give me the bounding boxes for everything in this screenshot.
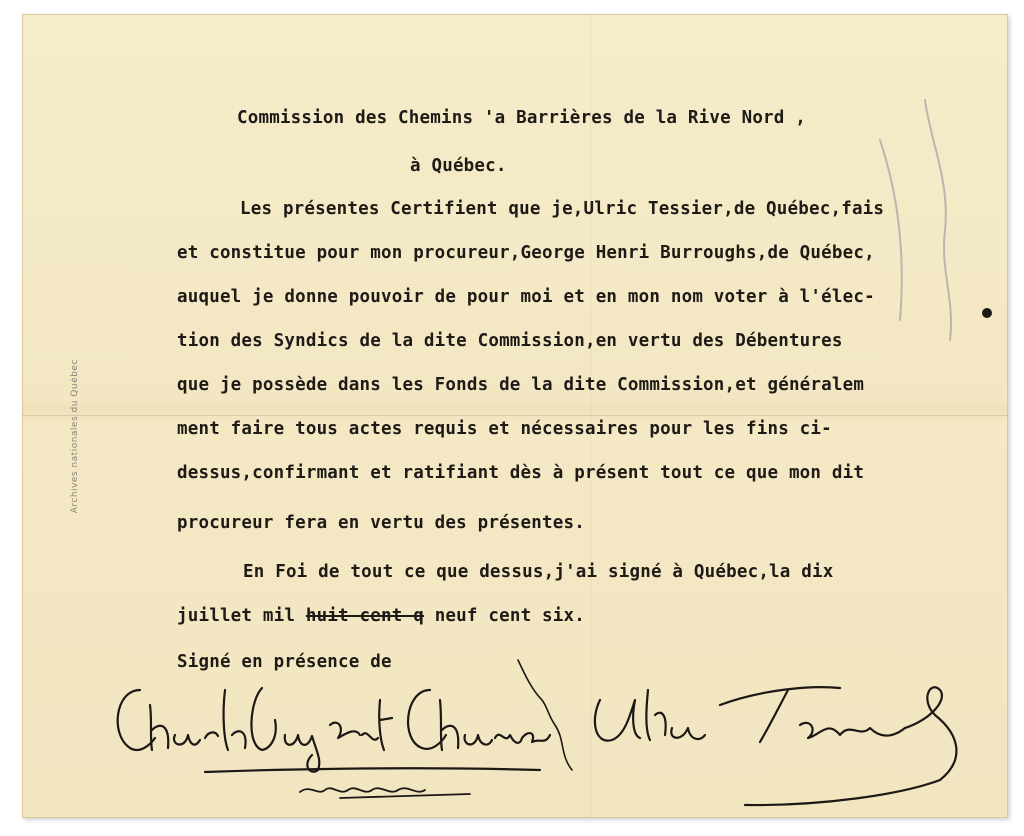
pencil-mark — [880, 140, 902, 320]
closing-line-1: En Foi de tout ce que dessus,j'ai signé à Québec,la dix — [243, 562, 834, 582]
document-heading-line-2: à Québec. — [410, 156, 507, 176]
witness-caption-script — [300, 788, 470, 798]
body-line-2: et constitue pour mon procureur,George Henri Burroughs,de Québec, — [177, 243, 875, 263]
struck-text: huit cent q — [305, 606, 424, 626]
body-line-8: procureur fera en vertu des présentes. — [177, 513, 585, 533]
body-line-5: que je possède dans les Fonds de la dite Commission,et généralem — [177, 375, 865, 395]
body-line-4: tion des Syndics de la dite Commission,en vertu des Débentures — [177, 331, 843, 351]
document-heading-line-1: Commission des Chemins 'a Barrières de la Rive Nord , — [237, 108, 807, 128]
signatory-signature — [595, 687, 957, 805]
pencil-mark-2 — [925, 100, 951, 340]
body-line-6: ment faire tous actes requis et nécessaires pour les fins ci- — [177, 419, 832, 439]
body-line-7: dessus,confirmant et ratifiant dès à présent tout ce que mon dit — [177, 463, 865, 483]
closing-line-2-end: neuf cent six. — [423, 606, 585, 626]
ink-blot — [982, 308, 992, 318]
body-line-1: Les présentes Certifient que je,Ulric Tessier,de Québec,fais — [240, 199, 885, 219]
witness-signature — [118, 688, 550, 772]
closing-line-2-start: juillet mil — [177, 606, 306, 626]
signature-flourish-divider — [518, 660, 572, 770]
body-line-3: auquel je donne pouvoir de pour moi et en mon nom voter à l'élec- — [177, 287, 875, 307]
signed-in-presence-label: Signé en présence de — [177, 652, 392, 672]
archive-stamp-text: Archives nationales du Québec — [70, 359, 80, 514]
